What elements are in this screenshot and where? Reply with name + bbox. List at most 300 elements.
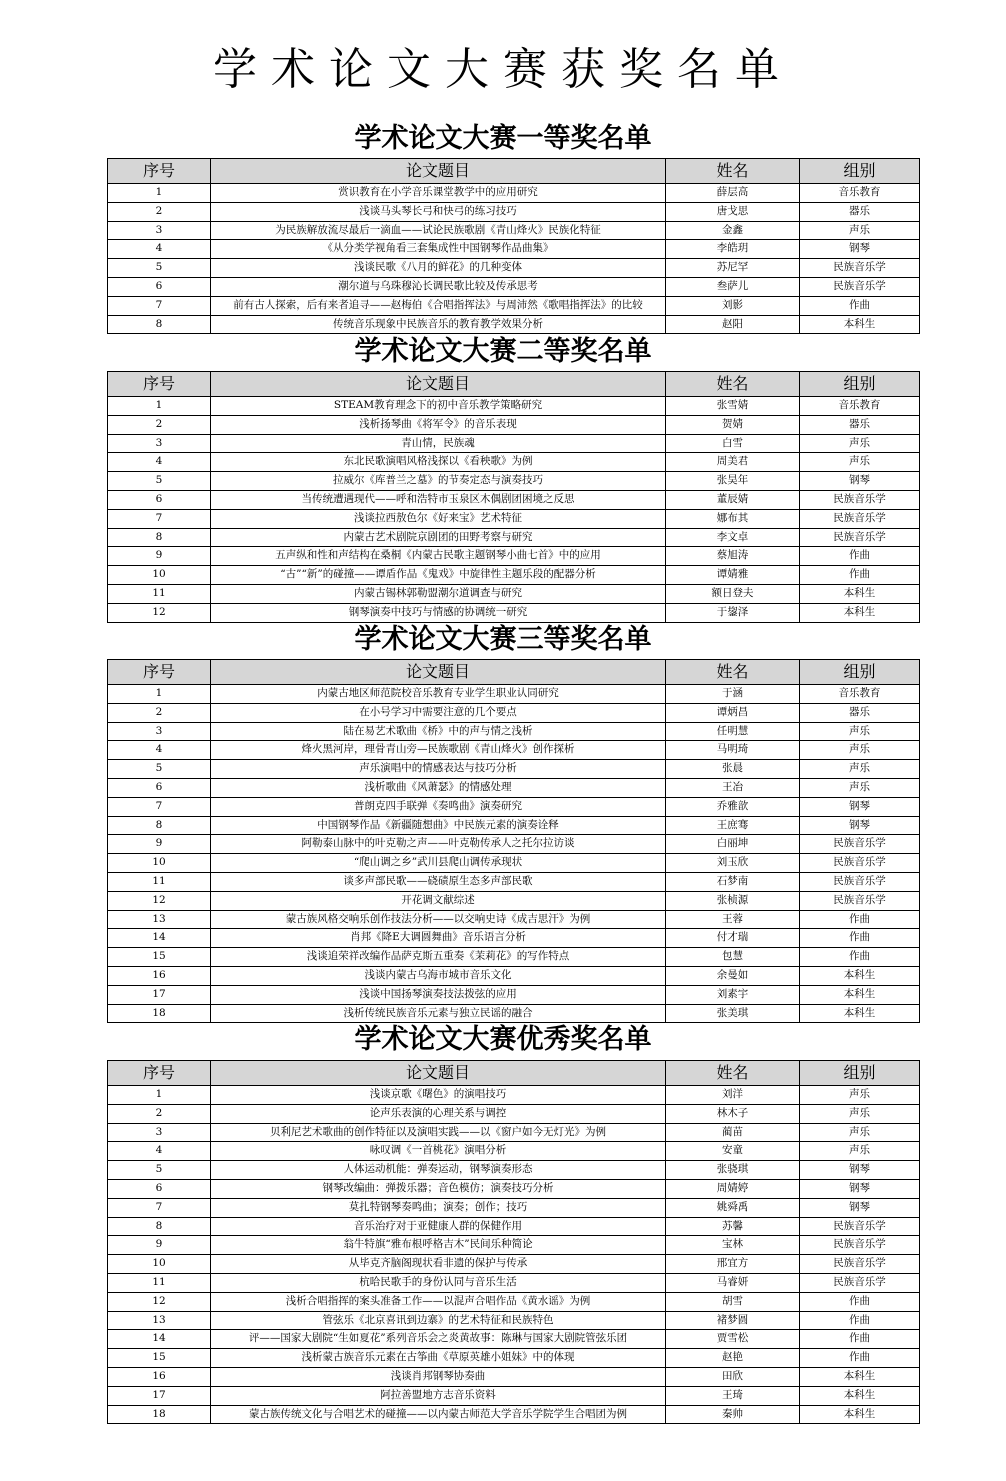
cell-group: 作曲 [800, 296, 920, 315]
cell-group: 器乐 [800, 703, 920, 722]
cell-index: 16 [108, 1367, 211, 1386]
table-row [108, 315, 920, 334]
cell-name: 白雪 [666, 434, 800, 453]
cell-name: 蔡旭涛 [666, 547, 800, 566]
table-row [108, 584, 920, 603]
table-row [108, 816, 920, 835]
cell-name: 王冶 [666, 778, 800, 797]
table-row [108, 1292, 920, 1311]
table-row [108, 397, 920, 416]
cell-name: 赵艳 [666, 1349, 800, 1368]
cell-index: 2 [108, 1104, 211, 1123]
cell-title: 陆在易艺术歌曲《桥》中的声与情之浅析 [211, 722, 666, 741]
cell-title: 中国钢琴作品《新疆随想曲》中民族元素的演奏诠释 [211, 816, 666, 835]
cell-index: 6 [108, 1179, 211, 1198]
cell-index: 5 [108, 760, 211, 779]
cell-name: 苏尼罕 [666, 259, 800, 278]
cell-index: 1 [108, 184, 211, 203]
cell-title: 浅谈追荣祥改编作品萨克斯五重奏《茉莉花》的写作特点 [211, 948, 666, 967]
cell-index: 8 [108, 816, 211, 835]
cell-title: 在小号学习中需要注意的几个要点 [211, 703, 666, 722]
cell-index: 12 [108, 603, 211, 622]
cell-index: 3 [108, 434, 211, 453]
cell-title: 音乐治疗对于亚健康人群的保健作用 [211, 1217, 666, 1236]
cell-index: 6 [108, 490, 211, 509]
cell-name: 谭婧雅 [666, 566, 800, 585]
column-header-index: 序号 [108, 1061, 211, 1086]
table-row [108, 910, 920, 929]
cell-title: 为民族解放流尽最后一滴血——试论民族歌剧《青山烽火》民族化特征 [211, 221, 666, 240]
cell-group: 作曲 [800, 1349, 920, 1368]
cell-title: 青山情，民族魂 [211, 434, 666, 453]
cell-name: 额日登夫 [666, 584, 800, 603]
cell-group: 作曲 [800, 1311, 920, 1330]
table-header-row [108, 1061, 920, 1086]
cell-title: 内蒙古艺术剧院京剧团的田野考察与研究 [211, 528, 666, 547]
table-row [108, 1179, 920, 1198]
table-row [108, 509, 920, 528]
cell-index: 18 [108, 1405, 211, 1424]
cell-index: 11 [108, 584, 211, 603]
cell-group: 声乐 [800, 221, 920, 240]
cell-index: 12 [108, 891, 211, 910]
column-header-group: 组别 [800, 660, 920, 685]
cell-group: 民族音乐学 [800, 1255, 920, 1274]
column-header-index: 序号 [108, 159, 211, 184]
cell-name: 贾雪松 [666, 1330, 800, 1349]
cell-name: 胡雪 [666, 1292, 800, 1311]
cell-title: 潮尔道与乌珠穆沁长调民歌比较及传承思考 [211, 277, 666, 296]
cell-group: 本科生 [800, 1004, 920, 1023]
table-header-row [108, 372, 920, 397]
cell-group: 本科生 [800, 1367, 920, 1386]
table-row [108, 1255, 920, 1274]
third-prize-section-title: 学术论文大赛三等奖名单 [354, 624, 652, 655]
cell-name: 褚梦圆 [666, 1311, 800, 1330]
cell-index: 2 [108, 202, 211, 221]
cell-title: 阿拉善盟地方志音乐资料 [211, 1386, 666, 1405]
second-prize-table [107, 371, 920, 623]
cell-name: 张桢源 [666, 891, 800, 910]
cell-index: 10 [108, 566, 211, 585]
cell-title: 翁牛特旗“雅布根呼格吉木”民间乐种简论 [211, 1236, 666, 1255]
cell-title: 蒙古族传统文化与合唱艺术的碰撞——以内蒙古师范大学音乐学院学生合唱团为例 [211, 1405, 666, 1424]
cell-index: 8 [108, 315, 211, 334]
cell-index: 17 [108, 1386, 211, 1405]
cell-name: 贺婧 [666, 415, 800, 434]
cell-group: 本科生 [800, 315, 920, 334]
column-header-title: 论文题目 [211, 1061, 666, 1086]
cell-group: 声乐 [800, 760, 920, 779]
cell-index: 8 [108, 1217, 211, 1236]
cell-title: 赏识教育在小学音乐课堂教学中的应用研究 [211, 184, 666, 203]
table-row [108, 184, 920, 203]
cell-name: 石梦南 [666, 872, 800, 891]
cell-name: 张晨 [666, 760, 800, 779]
first-prize-section-title: 学术论文大赛一等奖名单 [354, 123, 652, 154]
cell-group: 声乐 [800, 1142, 920, 1161]
third-prize-table [107, 659, 920, 1023]
cell-name: 张美琪 [666, 1004, 800, 1023]
cell-index: 13 [108, 1311, 211, 1330]
cell-group: 声乐 [800, 453, 920, 472]
table-row [108, 722, 920, 741]
cell-index: 7 [108, 797, 211, 816]
cell-name: 于鋆泽 [666, 603, 800, 622]
cell-name: 薛层高 [666, 184, 800, 203]
cell-title: 当传统遭遇现代——呼和浩特市玉泉区木偶剧团困境之反思 [211, 490, 666, 509]
cell-title: 蒙古族风格交响乐创作技法分析——以交响史诗《成吉思汗》为例 [211, 910, 666, 929]
table-row [108, 547, 920, 566]
table-row [108, 985, 920, 1004]
cell-group: 民族音乐学 [800, 1236, 920, 1255]
cell-index: 15 [108, 948, 211, 967]
table-row [108, 603, 920, 622]
table-row [108, 240, 920, 259]
cell-name: 周婧婷 [666, 1179, 800, 1198]
cell-index: 3 [108, 221, 211, 240]
cell-name: 李皓玥 [666, 240, 800, 259]
cell-group: 音乐教育 [800, 397, 920, 416]
cell-title: 浅析合唱指挥的案头准备工作——以混声合唱作品《黄水谣》为例 [211, 1292, 666, 1311]
column-header-index: 序号 [108, 372, 211, 397]
cell-index: 11 [108, 872, 211, 891]
table-row [108, 259, 920, 278]
table-row [108, 472, 920, 491]
cell-group: 作曲 [800, 547, 920, 566]
table-row [108, 434, 920, 453]
cell-title: 五声纵和性和声结构在桑桐《内蒙古民歌主题钢琴小曲七首》中的应用 [211, 547, 666, 566]
cell-index: 7 [108, 509, 211, 528]
cell-group: 民族音乐学 [800, 854, 920, 873]
cell-group: 作曲 [800, 1330, 920, 1349]
table-row [108, 277, 920, 296]
cell-index: 7 [108, 296, 211, 315]
cell-title: 《从分类学视角看三套集成性中国钢琴作品曲集》 [211, 240, 666, 259]
cell-group: 民族音乐学 [800, 490, 920, 509]
cell-group: 民族音乐学 [800, 259, 920, 278]
cell-name: 王琦 [666, 1386, 800, 1405]
cell-title: 管弦乐《北京喜讯到边寨》的艺术特征和民族特色 [211, 1311, 666, 1330]
table-row [108, 415, 920, 434]
table-header-row [108, 159, 920, 184]
column-header-group: 组别 [800, 372, 920, 397]
table-row [108, 685, 920, 704]
cell-title: “古”“新”的碰撞——谭盾作品《鬼戏》中旋律性主题乐段的配器分析 [211, 566, 666, 585]
cell-name: 唐戈思 [666, 202, 800, 221]
table-row [108, 1004, 920, 1023]
cell-title: 浅谈民歌《八月的鲜花》的几种变体 [211, 259, 666, 278]
column-header-name: 姓名 [666, 372, 800, 397]
cell-name: 于涵 [666, 685, 800, 704]
table-row [108, 1142, 920, 1161]
table-row [108, 1386, 920, 1405]
cell-group: 音乐教育 [800, 685, 920, 704]
cell-name: 王庶骞 [666, 816, 800, 835]
cell-title: 人体运动机能：弹奏运动，钢琴演奏形态 [211, 1161, 666, 1180]
cell-title: 浅谈马头琴长弓和快弓的练习技巧 [211, 202, 666, 221]
table-row [108, 891, 920, 910]
cell-group: 作曲 [800, 929, 920, 948]
cell-group: 钢琴 [800, 1179, 920, 1198]
cell-title: 东北民歌演唱风格浅探以《看秧歌》为例 [211, 453, 666, 472]
cell-index: 4 [108, 741, 211, 760]
cell-name: 李文卓 [666, 528, 800, 547]
cell-name: 董辰婧 [666, 490, 800, 509]
cell-index: 14 [108, 929, 211, 948]
cell-group: 声乐 [800, 722, 920, 741]
table-row [108, 929, 920, 948]
cell-group: 民族音乐学 [800, 509, 920, 528]
cell-group: 钢琴 [800, 240, 920, 259]
cell-title: 浅谈肖邦钢琴协奏曲 [211, 1367, 666, 1386]
cell-index: 1 [108, 685, 211, 704]
cell-name: 赵阳 [666, 315, 800, 334]
column-header-title: 论文题目 [211, 159, 666, 184]
cell-group: 民族音乐学 [800, 835, 920, 854]
cell-group: 本科生 [800, 584, 920, 603]
table-row [108, 872, 920, 891]
cell-title: 声乐演唱中的情感表达与技巧分析 [211, 760, 666, 779]
cell-group: 声乐 [800, 778, 920, 797]
cell-name: 邢宜方 [666, 1255, 800, 1274]
column-header-title: 论文题目 [211, 660, 666, 685]
cell-group: 作曲 [800, 948, 920, 967]
cell-group: 声乐 [800, 741, 920, 760]
cell-group: 民族音乐学 [800, 872, 920, 891]
cell-index: 18 [108, 1004, 211, 1023]
table-row [108, 1161, 920, 1180]
column-header-name: 姓名 [666, 159, 800, 184]
cell-name: 张雪婧 [666, 397, 800, 416]
cell-index: 9 [108, 1236, 211, 1255]
cell-group: 钢琴 [800, 1198, 920, 1217]
table-row [108, 1330, 920, 1349]
cell-title: 内蒙古地区师范院校音乐教育专业学生职业认同研究 [211, 685, 666, 704]
cell-index: 2 [108, 415, 211, 434]
table-row [108, 797, 920, 816]
cell-index: 5 [108, 1161, 211, 1180]
cell-group: 本科生 [800, 1405, 920, 1424]
cell-group: 本科生 [800, 966, 920, 985]
cell-title: 从毕克齐脑阁现状看非遗的保护与传承 [211, 1255, 666, 1274]
cell-index: 16 [108, 966, 211, 985]
cell-title: 浅析歌曲《风萧瑟》的情感处理 [211, 778, 666, 797]
cell-index: 6 [108, 277, 211, 296]
cell-index: 10 [108, 854, 211, 873]
table-row [108, 1405, 920, 1424]
column-header-index: 序号 [108, 660, 211, 685]
cell-index: 9 [108, 547, 211, 566]
table-row [108, 948, 920, 967]
table-row [108, 703, 920, 722]
cell-title: 传统音乐现象中民族音乐的教育教学效果分析 [211, 315, 666, 334]
cell-index: 1 [108, 397, 211, 416]
cell-group: 本科生 [800, 1386, 920, 1405]
cell-name: 周美君 [666, 453, 800, 472]
cell-title: 论声乐表演的心理关系与调控 [211, 1104, 666, 1123]
table-row [108, 1349, 920, 1368]
cell-index: 8 [108, 528, 211, 547]
table-row [108, 1311, 920, 1330]
excellence-prize-table [107, 1060, 920, 1424]
cell-group: 作曲 [800, 1292, 920, 1311]
cell-index: 7 [108, 1198, 211, 1217]
cell-group: 本科生 [800, 985, 920, 1004]
cell-title: 普朗克四手联弹《奏鸣曲》演奏研究 [211, 797, 666, 816]
first-prize-table [107, 158, 920, 334]
document-title: 学术论文大赛获奖名单 [213, 44, 793, 95]
cell-index: 15 [108, 1349, 211, 1368]
column-header-name: 姓名 [666, 1061, 800, 1086]
cell-name: 白丽坤 [666, 835, 800, 854]
cell-name: 蔺苗 [666, 1123, 800, 1142]
cell-index: 17 [108, 985, 211, 1004]
table-row [108, 1236, 920, 1255]
cell-title: 肖邦《降E大调圆舞曲》音乐语言分析 [211, 929, 666, 948]
cell-title: 评——国家大剧院“生如夏花”系列音乐会之炎黄故事：陈琳与国家大剧院管弦乐团 [211, 1330, 666, 1349]
cell-title: 浅谈拉西敖色尔《好来宝》艺术特征 [211, 509, 666, 528]
cell-index: 9 [108, 835, 211, 854]
cell-name: 刘洋 [666, 1086, 800, 1105]
cell-title: 浅谈京歌《曙色》的演唱技巧 [211, 1086, 666, 1105]
column-header-group: 组别 [800, 1061, 920, 1086]
cell-index: 10 [108, 1255, 211, 1274]
column-header-title: 论文题目 [211, 372, 666, 397]
cell-name: 马明琦 [666, 741, 800, 760]
cell-name: 叁萨儿 [666, 277, 800, 296]
table-row [108, 453, 920, 472]
cell-name: 姚舜禹 [666, 1198, 800, 1217]
cell-name: 安童 [666, 1142, 800, 1161]
table-row [108, 202, 920, 221]
cell-index: 4 [108, 453, 211, 472]
table-row [108, 1367, 920, 1386]
cell-name: 金鑫 [666, 221, 800, 240]
cell-name: 乔雅歆 [666, 797, 800, 816]
table-row [108, 1086, 920, 1105]
cell-group: 钢琴 [800, 816, 920, 835]
cell-name: 付才瑞 [666, 929, 800, 948]
cell-index: 13 [108, 910, 211, 929]
cell-title: 钢琴演奏中技巧与情感的协调统一研究 [211, 603, 666, 622]
cell-group: 民族音乐学 [800, 1273, 920, 1292]
table-row [108, 566, 920, 585]
cell-name: 刘影 [666, 296, 800, 315]
cell-title: 拉威尔《库普兰之墓》的节奏定态与演奏技巧 [211, 472, 666, 491]
cell-index: 3 [108, 722, 211, 741]
cell-group: 民族音乐学 [800, 1217, 920, 1236]
table-row [108, 1104, 920, 1123]
cell-name: 任明慧 [666, 722, 800, 741]
cell-index: 3 [108, 1123, 211, 1142]
cell-name: 张昊年 [666, 472, 800, 491]
cell-group: 本科生 [800, 603, 920, 622]
column-header-group: 组别 [800, 159, 920, 184]
cell-group: 器乐 [800, 415, 920, 434]
cell-name: 王蓉 [666, 910, 800, 929]
table-row [108, 1198, 920, 1217]
cell-title: 内蒙古锡林郭勒盟潮尔道调查与研究 [211, 584, 666, 603]
cell-name: 刘素宇 [666, 985, 800, 1004]
cell-title: 前有古人探索，后有来者追寻——赵梅伯《合唱指挥法》与周沛然《歌唱指挥法》的比较 [211, 296, 666, 315]
second-prize-section-title: 学术论文大赛二等奖名单 [354, 336, 652, 367]
cell-title: 开花调文献综述 [211, 891, 666, 910]
cell-index: 5 [108, 472, 211, 491]
cell-index: 4 [108, 1142, 211, 1161]
cell-name: 谭炳昌 [666, 703, 800, 722]
table-row [108, 854, 920, 873]
cell-name: 余曼如 [666, 966, 800, 985]
cell-group: 作曲 [800, 910, 920, 929]
table-row [108, 528, 920, 547]
column-header-name: 姓名 [666, 660, 800, 685]
cell-title: 浅析蒙古族音乐元素在古筝曲《草原英雄小姐妹》中的体现 [211, 1349, 666, 1368]
cell-index: 12 [108, 1292, 211, 1311]
cell-title: 阿勒泰山脉中的叶克勒之声——叶克勒传承人之托尔拉访谈 [211, 835, 666, 854]
cell-group: 器乐 [800, 202, 920, 221]
table-row [108, 835, 920, 854]
excellence-prize-section-title: 学术论文大赛优秀奖名单 [354, 1024, 652, 1055]
cell-name: 田欣 [666, 1367, 800, 1386]
cell-index: 5 [108, 259, 211, 278]
cell-title: 浅谈中国扬琴演奏技法拨弦的应用 [211, 985, 666, 1004]
table-row [108, 296, 920, 315]
table-row [108, 778, 920, 797]
cell-title: 谈多声部民歌——硗碛原生态多声部民歌 [211, 872, 666, 891]
cell-group: 钢琴 [800, 797, 920, 816]
cell-name: 包慧 [666, 948, 800, 967]
cell-title: 钢琴改编曲：弹拨乐器；音色模仿；演奏技巧分析 [211, 1179, 666, 1198]
cell-index: 6 [108, 778, 211, 797]
table-row [108, 760, 920, 779]
cell-index: 2 [108, 703, 211, 722]
cell-name: 林木子 [666, 1104, 800, 1123]
table-row [108, 741, 920, 760]
cell-title: 贝利尼艺术歌曲的创作特征以及演唱实践——以《窗户如今无灯光》为例 [211, 1123, 666, 1142]
cell-title: 烽火黑河岸，理骨青山旁—民族歌剧《青山烽火》创作探析 [211, 741, 666, 760]
cell-name: 马睿妍 [666, 1273, 800, 1292]
cell-index: 14 [108, 1330, 211, 1349]
cell-title: 杭哈民歌手的身份认同与音乐生活 [211, 1273, 666, 1292]
table-row [108, 1123, 920, 1142]
cell-title: 浅析扬琴曲《将军令》的音乐表现 [211, 415, 666, 434]
cell-group: 民族音乐学 [800, 528, 920, 547]
cell-index: 4 [108, 240, 211, 259]
cell-title: 浅析传统民族音乐元素与独立民谣的融合 [211, 1004, 666, 1023]
cell-name: 娜布其 [666, 509, 800, 528]
cell-name: 张骁琪 [666, 1161, 800, 1180]
cell-group: 钢琴 [800, 1161, 920, 1180]
cell-title: 咏叹调《一首桃花》演唱分析 [211, 1142, 666, 1161]
table-row [108, 221, 920, 240]
cell-name: 秦帅 [666, 1405, 800, 1424]
table-row [108, 966, 920, 985]
cell-group: 民族音乐学 [800, 891, 920, 910]
cell-index: 11 [108, 1273, 211, 1292]
cell-title: 浅谈内蒙古乌海市城市音乐文化 [211, 966, 666, 985]
cell-name: 刘玉欣 [666, 854, 800, 873]
cell-group: 声乐 [800, 1086, 920, 1105]
cell-group: 民族音乐学 [800, 277, 920, 296]
cell-title: “爬山调之乡”武川县爬山调传承现状 [211, 854, 666, 873]
cell-name: 苏馨 [666, 1217, 800, 1236]
table-row [108, 490, 920, 509]
cell-group: 音乐教育 [800, 184, 920, 203]
cell-group: 声乐 [800, 1104, 920, 1123]
cell-group: 钢琴 [800, 472, 920, 491]
cell-title: 莫扎特钢琴奏鸣曲；演奏；创作；技巧 [211, 1198, 666, 1217]
